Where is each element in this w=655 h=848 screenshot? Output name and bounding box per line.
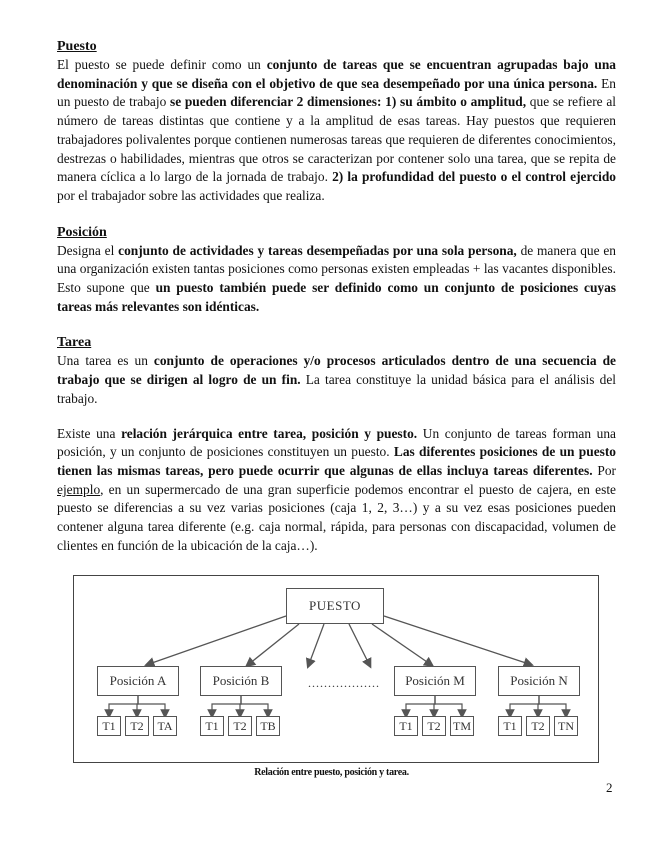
task-a-2: T2: [125, 716, 149, 736]
text-run: por el trabajador sobre las actividades que realiza.: [57, 187, 325, 203]
task-arrow: [241, 696, 268, 714]
hierarchy-diagram: [73, 575, 599, 763]
text-run: La tarea constituye la unidad básica para el análisis del trabajo.: [57, 372, 616, 406]
arrow-to-position-a: [149, 616, 286, 664]
task-b-1: T1: [200, 716, 224, 736]
position-b-box: Posición B: [200, 666, 282, 696]
text-run: Designa el: [57, 242, 119, 258]
heading-puesto: Puesto: [57, 39, 97, 54]
text-run: En un puesto de trabajo: [57, 75, 616, 110]
task-arrow: [510, 696, 539, 714]
text-run: Por: [592, 462, 616, 478]
paragraph-relacion: [57, 425, 616, 556]
text-run: El puesto se puede definir como un: [57, 57, 267, 72]
arrow-to-middle-left: [309, 624, 324, 664]
heading-posicion: Posición: [57, 224, 107, 240]
task-b-2: T2: [228, 716, 252, 736]
puesto-box: PUESTO: [286, 588, 384, 624]
task-arrow: [406, 696, 435, 714]
text-run: que se refiere al número de tareas distintas que contiene y a la amplitud de esas tareas. Hay puestos que requieren trabajadores polivalentes porque contienen numerosas tareas que requieren de diferentes conocimientos, destrezas o habilidades, mientras que otros se caracterizan por contener solo una tarea, que se repita de manera cíclica a lo largo de la jornada de trabajo.: [57, 94, 616, 185]
task-n-1: T1: [498, 716, 522, 736]
text-run: de manera que en una organización existen tantas posiciones como personas existen empleadas + las vacantes disponibles. Esto supone que: [57, 242, 616, 296]
text-run: conjunto de actividades y tareas desempeñadas por una sola persona,: [118, 242, 517, 258]
heading-tarea: Tarea: [57, 335, 92, 351]
task-n-2: T2: [526, 716, 550, 736]
ellipsis: ..................: [308, 676, 380, 690]
text-run: ejemplo: [57, 481, 101, 497]
task-m-3: TM: [450, 716, 474, 736]
text-run: Existe una: [57, 425, 122, 441]
text-run: conjunto de operaciones y/o procesos articulados dentro de una secuencia de trabajo que se dirigen al logro de un fin.: [57, 353, 616, 388]
task-a-3: TA: [153, 716, 177, 736]
task-m-1: T1: [394, 716, 418, 736]
task-arrow: [435, 696, 462, 714]
text-run: un puesto también puede ser definido como un conjunto de posiciones cuyas tareas más relevantes son idénticas.: [57, 280, 616, 314]
position-n-box: Posición N: [498, 666, 580, 696]
page-number: 2: [606, 780, 613, 795]
text-run: relación jerárquica entre tarea, posición y puesto.: [121, 425, 418, 441]
task-b-3: TB: [256, 716, 280, 736]
task-arrow: [539, 696, 566, 714]
task-arrow: [212, 696, 241, 714]
paragraph-posicion: [57, 242, 616, 317]
paragraph-puesto: [57, 56, 616, 206]
position-a-box: Posición A: [97, 666, 179, 696]
caption-text: Relación entre puesto, posición y tarea.: [254, 767, 409, 778]
task-arrow: [138, 696, 165, 714]
arrow-to-middle-right: [349, 624, 369, 664]
document-body: [57, 38, 616, 555]
text-run: , en un supermercado de una gran superficie podemos encontrar el puesto de cajera, en este puesto se diferencias a su vez varias posiciones (caja 1, 2, 3…) y a su vez esas posiciones pueden contener alguna tarea diferente (e.g. caja normal, rápida, para personas con discapacidad, volumen de clientes en función de la ubicación de la caja…).: [57, 481, 616, 553]
text-run: se pueden diferenciar 2 dimensiones: 1) su ámbito o amplitud,: [169, 94, 527, 110]
text-run: Las diferentes posiciones de un puesto tienen las mismas tareas, pero puede ocurrir que algunas de ellas incluya tareas diferentes.: [57, 444, 616, 478]
task-a-1: T1: [97, 716, 121, 736]
text-run: 2) la profundidad del puesto o el control ejercido: [332, 169, 617, 185]
text-run: conjunto de tareas que se encuentran agrupadas bajo una denominación y que se diseña con el objetivo de que sea desempeñado por una única persona.: [57, 57, 616, 91]
position-m-box: Posición M: [394, 666, 476, 696]
arrow-to-position-n: [384, 616, 529, 664]
task-m-2: T2: [422, 716, 446, 736]
text-run: Un conjunto de tareas forman una posición, y un conjunto de posiciones constituyen un puesto.: [57, 425, 616, 460]
task-arrows: [109, 696, 566, 714]
arrow-to-position-m: [372, 624, 430, 664]
arrow-to-position-b: [249, 624, 299, 664]
diagram-caption: [0, 767, 655, 778]
paragraph-tarea: [57, 352, 616, 408]
task-arrow: [109, 696, 138, 714]
task-n-3: TN: [554, 716, 578, 736]
text-run: Una tarea es un: [57, 353, 154, 369]
